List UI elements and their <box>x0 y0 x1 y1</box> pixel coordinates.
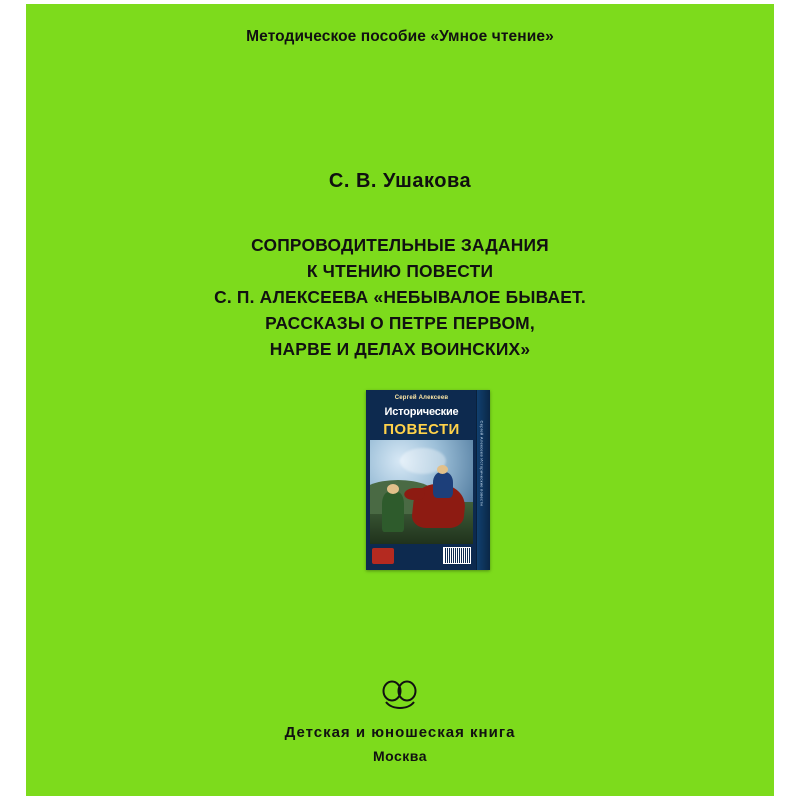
book-cover <box>26 4 774 796</box>
author-name: С. В. Ушакова <box>328 170 472 192</box>
inner-book-footer <box>370 546 473 564</box>
title-line-5: НАРВЕ И ДЕЛАХ ВОИНСКИХ» <box>269 339 531 359</box>
title-line-4: РАССКАЗЫ О ПЕТРЕ ПЕРВОМ, <box>265 313 535 333</box>
publisher-name: Детская и юношеская книга <box>284 724 516 741</box>
book-title <box>26 232 774 362</box>
series-line: Методическое пособие «Умное чтение» <box>246 28 554 45</box>
inner-book-publisher-logo-icon <box>372 548 394 564</box>
inner-book-title-line1: Исторические <box>384 406 459 418</box>
inner-book-image <box>366 390 490 570</box>
illustration-rider <box>433 472 453 498</box>
publisher-logo-icon <box>26 680 774 717</box>
inner-book-spine <box>476 390 490 570</box>
inner-book-author: Сергей Алексеев <box>394 395 449 401</box>
inner-book-spine-text: Сергей Алексеев Исторические повести <box>479 420 485 507</box>
inner-book-illustration <box>370 440 473 544</box>
title-line-1: СОПРОВОДИТЕЛЬНЫЕ ЗАДАНИЯ <box>251 235 549 255</box>
inner-book-title-line2: ПОВЕСТИ <box>383 421 460 438</box>
title-line-2: К ЧТЕНИЮ ПОВЕСТИ <box>306 261 494 281</box>
illustration-soldier <box>382 492 404 532</box>
publisher-city: Москва <box>372 748 428 764</box>
title-line-3: С. П. АЛЕКСЕЕВА «НЕБЫВАЛОЕ БЫВАЕТ. <box>214 287 586 307</box>
inner-book-barcode-icon <box>443 547 471 564</box>
